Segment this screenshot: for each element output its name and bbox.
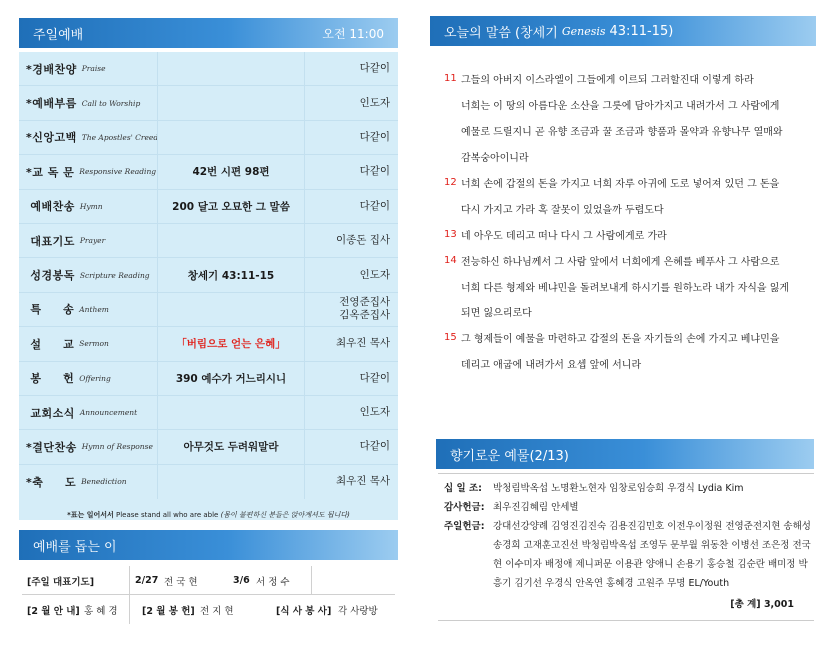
order-item [26, 224, 162, 257]
order-item [26, 155, 162, 188]
order-item [26, 86, 162, 119]
order-item-korean: 봉 헌 [26, 372, 75, 386]
order-item-english: Praise [81, 64, 106, 74]
verse-text: 되면 잃으리로다 [461, 308, 532, 320]
order-content [157, 465, 305, 499]
order-content: 42번 시편 98편 [157, 155, 305, 188]
order-item [26, 362, 162, 395]
verse-text: 전능하신 하나님께서 그 사람 앞에서 너희에게 은혜를 베푸사 그 사람으로 [461, 256, 780, 268]
order-leader-name: 이종돈 집사 [335, 234, 390, 247]
helpers-row-duties [22, 595, 395, 624]
order-item-korean: 교회소식 [26, 406, 75, 420]
order-item [26, 430, 162, 463]
order-row [19, 258, 398, 292]
order-item-english: The Apostles' Creed [81, 132, 159, 142]
order-leader-name: 인도자 [359, 406, 390, 419]
order-item-english: Announcement [79, 408, 138, 418]
order-row [19, 52, 398, 86]
offering-row [438, 498, 814, 517]
scripture-reference: 43:11-15) [609, 23, 674, 39]
order-item [26, 190, 162, 223]
order-leader [310, 430, 390, 463]
usher-label: [2 월 안 내] [27, 605, 80, 617]
order-item-english: Offering [79, 373, 111, 383]
order-row [19, 396, 398, 430]
order-item-korean: *경배찬양 [26, 62, 77, 76]
order-row [19, 155, 398, 189]
offering-title: 향기로운 예물(2/13) [450, 448, 569, 464]
order-content [157, 224, 305, 257]
verse-line [444, 221, 814, 247]
order-leader [310, 52, 390, 85]
scripture-title: 오늘의 말씀 (창세기 [444, 25, 558, 41]
order-leader [310, 465, 390, 499]
order-item-english: Sermon [79, 339, 109, 349]
order-leader-name: 최우진 목사 [335, 475, 390, 488]
order-leader-name: 다같이 [359, 199, 390, 212]
order-leader [310, 396, 390, 429]
verse-line [444, 144, 814, 170]
order-leader [310, 362, 390, 395]
order-leader-name: 인도자 [359, 96, 390, 109]
verse-line [444, 247, 814, 273]
order-leader [310, 293, 390, 326]
verse-number: 11 [444, 73, 457, 85]
verse-line [444, 170, 814, 196]
prayer-name-2: 서 정 수 [256, 576, 290, 588]
verse-number: 12 [444, 177, 457, 188]
order-content [157, 293, 305, 326]
order-leader-name: 다같이 [359, 130, 390, 143]
helpers-title: 예배를 돕는 이 [33, 539, 117, 555]
order-content: 200 달고 오묘한 그 말씀 [157, 190, 305, 223]
order-item-english: Scripture Reading [79, 270, 150, 280]
order-item [26, 465, 162, 499]
order-item-english: Hymn [79, 201, 103, 211]
helpers-banner [19, 530, 398, 560]
verse-text: 데리고 애굽에 내려가서 요셉 앞에 서니라 [461, 360, 642, 372]
prayer-label: [주일 대표기도] [27, 576, 95, 588]
order-item-korean: *교 독 문 [26, 165, 75, 179]
order-item-english: Benediction [81, 477, 127, 487]
helpers-table [22, 566, 395, 624]
order-item-korean: *예배부름 [26, 97, 77, 111]
standing-note-english: Please stand all who are able [113, 511, 221, 519]
verse-line [444, 299, 814, 325]
verse-text: 네 아우도 데리고 떠나 다시 그 사람에게로 가라 [461, 230, 667, 242]
scripture-title-english: Genesis [561, 24, 606, 38]
helpers-row-prayer [22, 566, 395, 595]
meal-duty-label: [식 사 봉 사] [276, 605, 332, 617]
offering-names: 박청림박옥섭 노명환노현자 임창로임승희 우경식 Lydia Kim [493, 483, 744, 494]
verse-text: 다시 가지고 가라 혹 잘못이 있었을까 두렵도다 [461, 204, 664, 216]
order-item-english: Prayer [79, 236, 106, 246]
order-row [19, 293, 398, 327]
offering-category: 감사헌금: [444, 502, 485, 513]
offering-duty-label: [2 월 봉 헌] [142, 605, 195, 617]
offering-category: 주일헌금: [444, 521, 485, 532]
order-item [26, 121, 162, 154]
order-content [157, 396, 305, 429]
verse-text: 너희는 이 땅의 아름다운 소산을 그릇에 담아가지고 내려가서 그 사람에게 [461, 101, 780, 113]
verse-line [444, 195, 814, 221]
verse-text: 감복숭아이니라 [461, 153, 529, 165]
order-content [157, 121, 305, 154]
order-row [19, 465, 398, 499]
order-leader-name: 다같이 [359, 371, 390, 384]
offering-names: 강대선강양례 김영진김진숙 김용진김민호 이전우이정원 전영준전지현 송해성송경희 고재훈고진선 박청림박옥섭 조영두 문부월 위동찬 이병선 조은정 전국현 이수미자 배정애 제니퍼문 이용관 양애니 손용기 홍승철 김순란 배미정 박흥기 김기선 우경식 안옥연 홍혜경 고원주 무명 EL/Youth [493, 521, 811, 589]
order-leader-name: 다같이 [359, 62, 390, 75]
order-row [19, 86, 398, 120]
verse-text: 너희 다른 형제와 베냐민을 돌려보내게 하시기를 원하노라 내가 자식을 잃게 [461, 282, 790, 294]
order-item [26, 327, 162, 360]
order-leader [310, 86, 390, 119]
order-row [19, 430, 398, 464]
order-item-korean: *결단찬송 [26, 440, 77, 454]
order-content [157, 86, 305, 119]
order-item [26, 258, 162, 291]
verse-number: 14 [444, 254, 457, 266]
worship-title: 주일예배 [33, 27, 84, 43]
order-content: 「버림으로 얻는 은혜」 [157, 327, 305, 360]
order-leader [310, 121, 390, 154]
verse-line [444, 118, 814, 144]
order-item-english: Responsive Reading [79, 167, 157, 177]
order-leader-name: 인도자 [359, 268, 390, 281]
prayer-date-1: 2/27 [135, 575, 159, 586]
standing-note-bold: *표는 일어서서 [67, 511, 114, 519]
order-leader [310, 327, 390, 360]
order-item [26, 52, 162, 85]
order-item [26, 293, 162, 326]
order-item-korean: 대표기도 [26, 234, 75, 248]
offering-category: 십 일 조: [444, 483, 482, 494]
prayer-date-2: 3/6 [233, 575, 250, 586]
order-leader [310, 155, 390, 188]
order-row [19, 121, 398, 155]
verse-line [444, 351, 814, 377]
order-row [19, 362, 398, 396]
order-item-english: Hymn of Response [81, 442, 153, 452]
scripture-banner [430, 16, 816, 46]
offering-row [438, 479, 814, 498]
standing-note [19, 510, 398, 520]
order-leader-name: 전영준집사 김옥준집사 [339, 296, 390, 322]
order-item-korean: 예배찬송 [26, 200, 75, 214]
verse-line [444, 92, 814, 118]
standing-note-italic: (몸이 불편하신 분들은 앉아계셔도 됩니다) [220, 511, 350, 519]
order-leader [310, 224, 390, 257]
order-content: 390 예수가 거느리시니 [157, 362, 305, 395]
order-item-korean: *축 도 [26, 475, 77, 489]
order-leader [310, 190, 390, 223]
order-leader [310, 258, 390, 291]
order-row [19, 190, 398, 224]
order-item-korean: 성경봉독 [26, 269, 75, 283]
verse-number: 15 [444, 332, 457, 344]
worship-time: 오전 11:00 [322, 26, 384, 41]
order-item-korean: 설 교 [26, 337, 75, 351]
order-content: 창세기 43:11-15 [157, 258, 305, 291]
offering-total: [총 계] 3,001 [730, 599, 794, 610]
usher-name: 홍 혜 경 [84, 605, 118, 617]
verse-text: 그들의 아버지 이스라엘이 그들에게 이르되 그러할진대 이렇게 하라 [461, 75, 754, 87]
offering-banner [436, 439, 814, 469]
verse-line [444, 273, 814, 299]
order-leader-name: 다같이 [359, 440, 390, 453]
order-content [157, 52, 305, 85]
order-item [26, 396, 162, 429]
verse-text: 너희 손에 갑절의 돈을 가지고 너희 자루 아귀에 도로 넣어져 있던 그 돈을 [461, 179, 780, 190]
offering-names: 최우진김혜림 안세별 [493, 502, 579, 513]
verse-line [444, 325, 814, 351]
order-leader-name: 최우진 목사 [335, 337, 390, 350]
verse-text: 예물로 드릴지니 곧 유향 조금과 꿀 조금과 향품과 몰약과 유향나무 열매와 [461, 127, 783, 139]
order-row [19, 327, 398, 361]
offering-row [438, 517, 814, 593]
order-item-korean: *신앙고백 [26, 131, 77, 145]
offering-list [438, 473, 814, 621]
offering-duty-name: 전 지 현 [200, 605, 234, 617]
order-item-english: Anthem [79, 304, 109, 314]
verse-line [444, 66, 814, 92]
verse-number: 13 [444, 228, 457, 240]
worship-order-table [19, 52, 398, 520]
verse-text: 그 형제들이 예물을 마련하고 갑절의 돈을 자기들의 손에 가지고 베냐민을 [461, 334, 780, 346]
worship-banner [19, 18, 398, 48]
scripture-text [444, 66, 814, 377]
prayer-name-1: 전 국 현 [164, 576, 198, 588]
order-leader-name: 다같이 [359, 165, 390, 178]
meal-duty-value: 각 사랑방 [338, 605, 378, 617]
order-item-english: Call to Worship [81, 98, 141, 108]
order-row [19, 224, 398, 258]
order-item-korean: 특 송 [26, 303, 75, 317]
order-content: 아무것도 두려워말라 [157, 430, 305, 463]
